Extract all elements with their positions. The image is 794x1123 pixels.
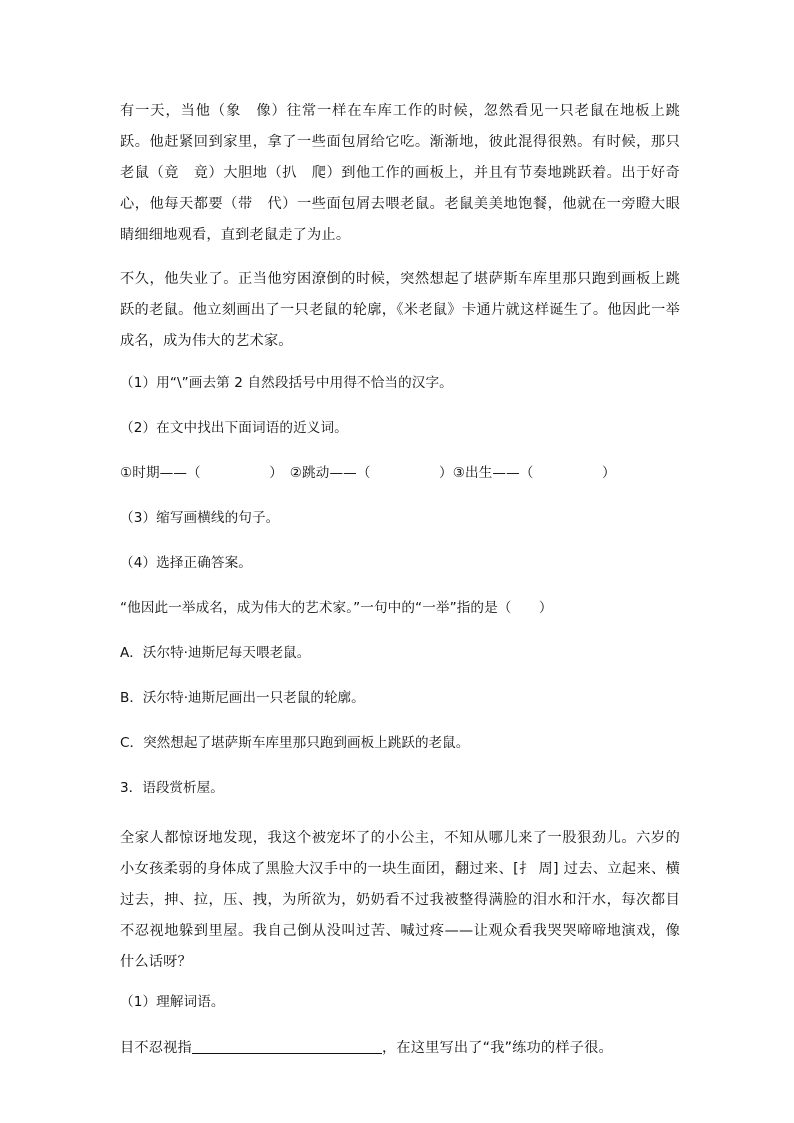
section-3-question-1: （1）理解词语。 — [120, 994, 225, 1010]
question-4-stem: “他因此一举成名，成为伟大的艺术家。”一句中的“一举”指的是（ ） — [120, 600, 553, 616]
section-3-passage: 全家人都惊讶地发现，我这个被宠坏了的小公主，不知从哪儿来了一股狠劲儿。六岁的小女孩柔弱的身体成了黑脸大汉手中的一块生面团，翻过来、[扌 周] 过去、立起来、横过去，抻、拉，压、拽，为所欲为，奶奶看不过我被整得满脸的泪水和汗水，每次都目不忍视地躲到里屋。我自己倒从没叫过苦、喊过疼——让观众看我哭哭啼啼地演戏，像什么话呀？ — [120, 830, 680, 970]
passage-paragraph-2: 不久，他失业了。正当他穷困潦倒的时候，突然想起了堪萨斯车库里那只跑到画板上跳跃的老鼠。他立刻画出了一只老鼠的轮廓，《米老鼠》卡通片就这样诞生了。他因此一举成名，成为伟大的艺术家。 — [120, 271, 680, 349]
question-4-option-c: C．突然想起了堪萨斯车库里那只跑到画板上跳跃的老鼠。 — [120, 735, 470, 751]
document-page — [120, 96, 680, 1072]
section-3-question-1-line — [120, 1037, 680, 1059]
question-1: （1）用“\”画去第 2 自然段括号中用得不恰当的汉字。 — [120, 375, 453, 391]
section-3-q1-prefix: 目不忍视指 — [120, 1040, 192, 1056]
question-4: （4）选择正确答案。 — [120, 555, 252, 571]
question-4-option-b: B．沃尔特·迪斯尼画出一只老鼠的轮廓。 — [120, 690, 365, 706]
answer-blank[interactable] — [192, 1037, 382, 1054]
passage-paragraph-1: 有一天，当他（象 像）往常一样在车库工作的时候，忽然看见一只老鼠在地板上跳跃。他赶紧回到家里，拿了一些面包屑给它吃。渐渐地，彼此混得很熟。有时候，那只老鼠（竟 竟）大胆地（扒 爬）到他工作的画板上，并且有节奏地跳跃着。出于好奇心，他每天都要（带 代）一些面包屑去喂老鼠。老鼠美美地饱餐，他就在一旁瞪大眼睛细细地观看，直到老鼠走了为止。 — [120, 103, 680, 243]
section-3-heading: 3．语段赏析屋。 — [120, 780, 224, 796]
question-2-items: ①时期——（ ） ②跳动——（ ）③出生——（ ） — [120, 465, 616, 481]
question-4-option-a: A．沃尔特·迪斯尼每天喂老鼠。 — [120, 645, 311, 661]
section-3-q1-suffix: ，在这里写出了“我”练功的样子很。 — [381, 1040, 613, 1056]
question-3: （3）缩写画横线的句子。 — [120, 510, 280, 526]
question-2: （2）在文中找出下面词语的近义词。 — [120, 420, 348, 436]
